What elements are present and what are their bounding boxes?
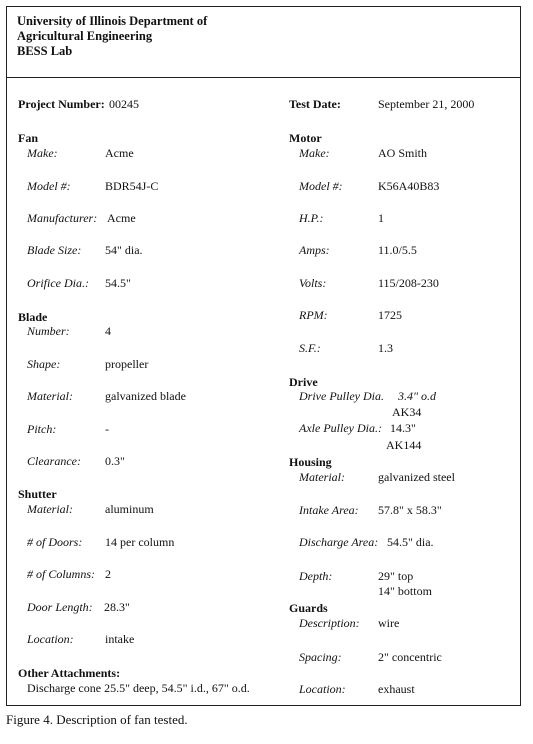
- guards-location-value: exhaust: [378, 682, 415, 696]
- fan-orifice-label: Orifice Dia.:: [27, 276, 89, 290]
- motor-make-label: Make:: [299, 146, 330, 160]
- shutter-doors-value: 14 per column: [105, 535, 175, 549]
- motor-rpm-label: RPM:: [299, 308, 328, 322]
- fan-manufacturer-label: Manufacturer:: [27, 211, 98, 225]
- fan-model-label: Model #:: [27, 179, 71, 193]
- motor-volts-label: Volts:: [299, 276, 327, 290]
- blade-heading: Blade: [18, 310, 48, 324]
- motor-model-label: Model #:: [299, 179, 343, 193]
- blade-shape-value: propeller: [105, 357, 149, 371]
- header-line-2: Agricultural Engineering: [17, 29, 153, 43]
- axle-pulley-value: 14.3": [390, 421, 416, 435]
- shutter-location-value: intake: [105, 632, 135, 646]
- motor-sf-value: 1.3: [378, 341, 393, 355]
- motor-heading: Motor: [289, 131, 322, 145]
- drive-pulley-part: AK34: [392, 405, 422, 419]
- fan-blade-size-value: 54" dia.: [105, 243, 143, 257]
- shutter-material-value: aluminum: [105, 502, 154, 516]
- guards-spacing-label: Spacing:: [299, 650, 342, 664]
- drive-pulley-label: Drive Pulley Dia.: [299, 389, 384, 403]
- motor-amps-label: Amps:: [299, 243, 330, 257]
- other-attachments-value: Discharge cone 25.5" deep, 54.5" i.d., 67" o.d.: [27, 681, 250, 695]
- project-number-value: 00245: [109, 97, 139, 111]
- other-attachments-heading: Other Attachments:: [18, 666, 121, 680]
- fan-orifice-value: 54.5": [105, 276, 131, 290]
- motor-amps-value: 11.0/5.5: [378, 243, 417, 257]
- fan-model-value: BDR54J-C: [105, 179, 159, 193]
- motor-sf-label: S.F.:: [299, 341, 321, 355]
- test-date-label: Test Date:: [289, 97, 341, 111]
- motor-model-value: K56A40B83: [378, 179, 440, 193]
- blade-clearance-value: 0.3": [105, 454, 125, 468]
- blade-material-value: galvanized blade: [105, 389, 186, 403]
- shutter-material-label: Material:: [27, 502, 73, 516]
- blade-pitch-value: -: [105, 422, 109, 436]
- shutter-heading: Shutter: [18, 487, 57, 501]
- blade-number-label: Number:: [27, 324, 70, 338]
- housing-heading: Housing: [289, 455, 332, 469]
- header-divider: [7, 77, 520, 78]
- housing-material-value: galvanized steel: [378, 470, 455, 484]
- figure-caption: Figure 4. Description of fan tested.: [6, 712, 188, 727]
- fan-manufacturer-value: Acme: [107, 211, 136, 225]
- header-line-1: University of Illinois Department of: [17, 14, 208, 28]
- housing-intake-label: Intake Area:: [299, 503, 359, 517]
- blade-number-value: 4: [105, 324, 111, 338]
- drive-pulley-value: 3.4" o.d: [398, 389, 437, 403]
- header-line-3: BESS Lab: [17, 44, 73, 58]
- blade-shape-label: Shape:: [27, 357, 61, 371]
- axle-pulley-part: AK144: [386, 438, 422, 452]
- blade-clearance-label: Clearance:: [27, 454, 81, 468]
- motor-make-value: AO Smith: [378, 146, 428, 160]
- shutter-door-length-label: Door Length:: [27, 600, 93, 614]
- housing-intake-value: 57.8" x 58.3": [378, 503, 442, 517]
- housing-discharge-label: Discharge Area:: [299, 535, 379, 549]
- shutter-columns-label: # of Columns:: [27, 567, 96, 581]
- axle-pulley-label: Axle Pulley Dia.:: [299, 421, 382, 435]
- blade-pitch-label: Pitch:: [27, 422, 57, 436]
- motor-rpm-value: 1725: [378, 308, 402, 322]
- shutter-columns-value: 2: [105, 567, 111, 581]
- housing-material-label: Material:: [299, 470, 345, 484]
- guards-spacing-value: 2" concentric: [378, 650, 442, 664]
- motor-hp-label: H.P.:: [299, 211, 324, 225]
- fan-make-label: Make:: [27, 146, 58, 160]
- drive-heading: Drive: [289, 375, 318, 389]
- blade-material-label: Material:: [27, 389, 73, 403]
- motor-hp-value: 1: [378, 211, 384, 225]
- housing-depth-label: Depth:: [299, 569, 333, 583]
- fan-make-value: Acme: [105, 146, 134, 160]
- housing-depth-top: 29" top: [378, 569, 414, 583]
- shutter-doors-label: # of Doors:: [27, 535, 83, 549]
- guards-description-label: Description:: [299, 616, 360, 630]
- housing-depth-bottom: 14" bottom: [378, 584, 432, 598]
- shutter-location-label: Location:: [27, 632, 74, 646]
- guards-location-label: Location:: [299, 682, 346, 696]
- project-number-label: Project Number:: [18, 97, 105, 111]
- shutter-door-length-value: 28.3": [104, 600, 130, 614]
- motor-volts-value: 115/208-230: [378, 276, 439, 290]
- guards-heading: Guards: [289, 601, 328, 615]
- document-header: [17, 14, 207, 59]
- guards-description-value: wire: [378, 616, 400, 630]
- housing-discharge-value: 54.5" dia.: [387, 535, 434, 549]
- test-date-value: September 21, 2000: [378, 97, 475, 111]
- fan-blade-size-label: Blade Size:: [27, 243, 82, 257]
- fan-heading: Fan: [18, 131, 39, 145]
